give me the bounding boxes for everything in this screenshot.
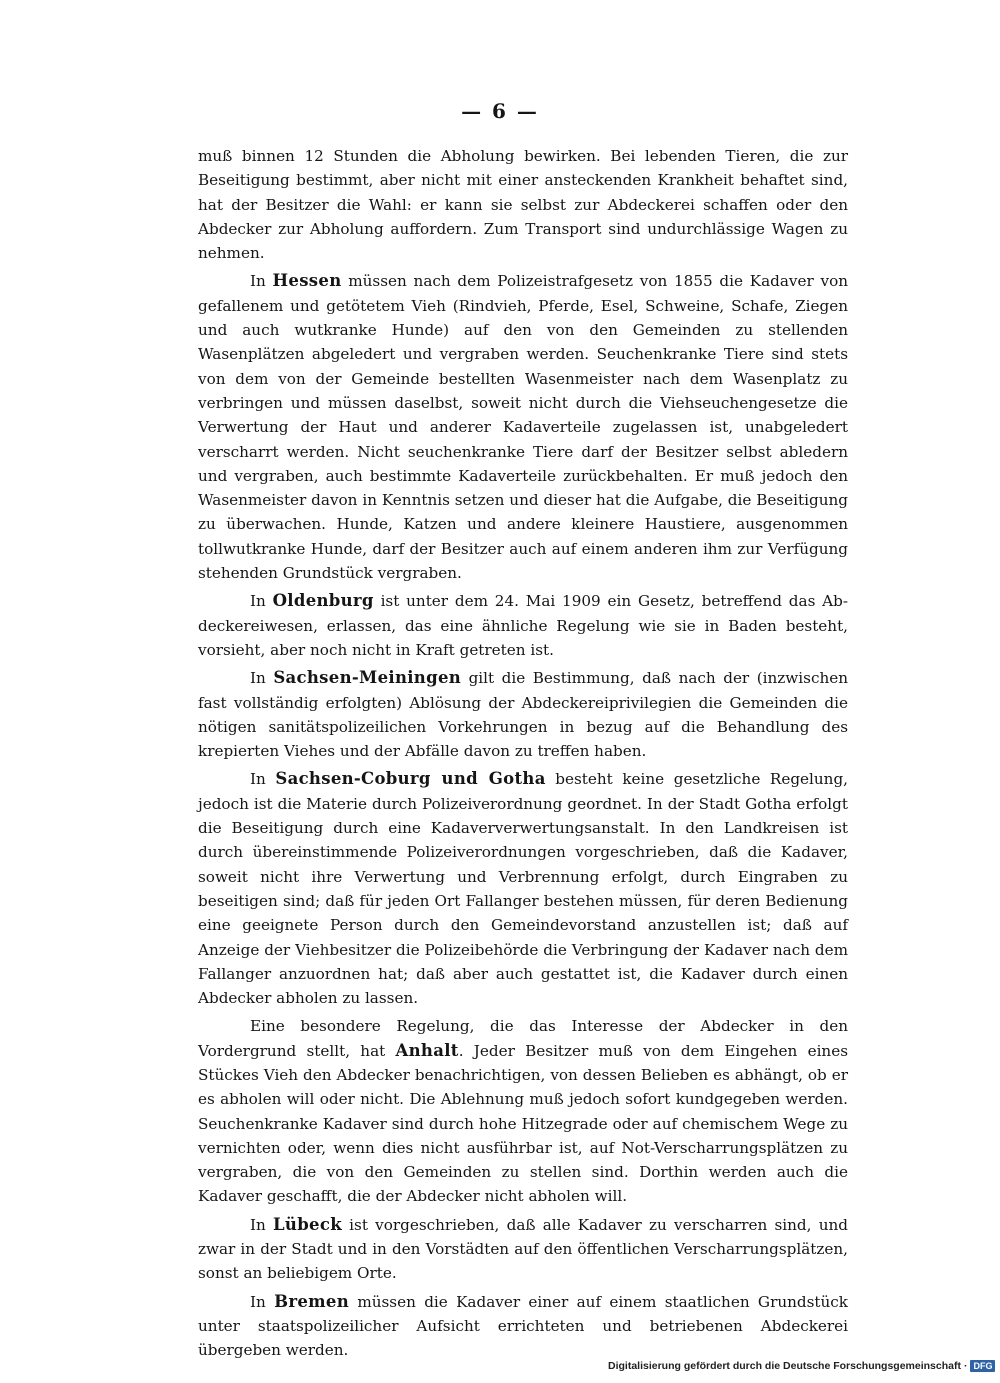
region-name: Hessen [272, 271, 342, 291]
paragraph [198, 767, 848, 1010]
region-name: Bremen [274, 1291, 349, 1311]
paragraph-text: gilt die Bestimmung, daß nach der (inzwischen fast vollständig erfolgten) Ablösung der Abdeckereiprivilegien die Gemeinden die nötigen sanitätspolizeilichen Vorkehrungen in bezug auf die Behandlung des krepierten Viehes und der Abfälle davon zu treffen haben. [198, 669, 849, 761]
paragraph-text: In [250, 770, 276, 789]
paragraph [198, 1213, 848, 1286]
paragraph-text: müssen die Kadaver einer auf einem staatlichen Grundstück unter staatspolizeilicher Aufsicht errichteten und betriebenen Abdeckerei übergeben werden. [198, 1292, 848, 1360]
paragraph [198, 666, 848, 763]
region-name: Lübeck [273, 1214, 342, 1234]
paragraph-text: ist unter dem 24. Mai 1909 ein Gesetz, betreffend das Abdeckereiwesen, erlassen, das eine ähnliche Regelung wie sie in Baden besteht, vorsieht, aber noch nicht in Kraft getreten ist. [198, 592, 849, 659]
paragraph-text: In [250, 592, 273, 611]
region-name: Sachsen-Coburg und Gotha [275, 769, 546, 789]
page-number: — 6 — [461, 99, 539, 123]
paragraph-text: In [250, 1292, 275, 1311]
paragraph-text: . Jeder Besitzer muß von dem Eingehen eines Stückes Vieh den Abdecker benachrichtigen, von dessen Belieben es abhängt, ob er es abholen will oder nicht. Die Ablehnung muß jedoch sofort kundgegeben werden. Seuchenkranke Kadaver sind durch hohe Hitzegrade oder auf chemischem Wege zu vernichten oder, wenn dies nicht ausführbar ist, auf Not-Verscharrungsplätzen zu vergraben, die von den Gemeinden zu stellen sind. Dorthin werden auch die Kadaver geschafft, die der Abdecker nicht abholen will. [198, 1041, 848, 1206]
paragraph-text: ist vorgeschrieben, daß alle Kadaver zu verscharren sind, und zwar in der Stadt und in den Vorstädten auf den öffentlichen Verscharrungsplätzen, sonst an beliebigem Orte. [198, 1215, 848, 1283]
paragraph-text: besteht keine gesetzliche Regelung, jedoch ist die Materie durch Polizeiverordnung geordnet. In der Stadt Gotha erfolgt die Beseitigung durch eine Kadaververwertungsanstalt. In den Landkreisen ist durch übereinstimmende Polizeiverordnungen vorgeschrieben, daß die Kadaver, soweit nicht ihre Verwertung und Verbrennung erfolgt, durch Eingraben zu beseitigen sind; daß für jeden Ort Fallanger bestehen müssen, für deren Bedienung eine geeignete Person durch den Gemeindevorstand anzustellen ist; daß auf Anzeige der Viehbesitzer die Polizeibehörde die Verbringung der Kadaver nach dem Fallanger anzuordnen hat; daß aber auch gestattet ist, die Kadaver durch einen Abdecker abholen zu lassen. [198, 770, 848, 1008]
credit-text: Digitalisierung gefördert durch die Deutsche Forschungsgemeinschaft [608, 1360, 961, 1372]
paragraph [198, 589, 848, 662]
paragraph-text: müssen nach dem Polizeistrafgesetz von 1855 die Kadaver von gefallenem und getötetem Vieh (Rindvieh, Pferde, Esel, Schweine, Schafe, Ziegen und auch wutkranke Hunde) auf den von den Gemeinden zu stellenden Wasenplätzen abgeledert und vergraben werden. Seuchenkranke Tiere sind stets von dem von der Gemeinde bestellten Wasenmeister nach dem Wasenplatz zu verbringen und müssen daselbst, soweit nicht durch die Viehseuchengesetze die Verwertung der Haut und anderer Kadaverteile zugelassen ist, unabgeledert verscharrt werden. Nicht seuchenkranke Tiere darf der Besitzer selbst abledern und vergraben, auch bestimmte Kadaverteile zurückbehalten. Er muß jedoch den Wasenmeister davon in Kenntnis setzen und dieser hat die Aufgabe, die Beseitigung zu überwachen. Hunde, Katzen und andere kleinere Haustiere, ausgenommen tollwutkranke Hunde, darf der Besitzer auch auf einem anderen ihm zur Verfügung stehenden Grundstück vergraben. [198, 272, 848, 583]
dfg-logo-icon: DFG [970, 1360, 995, 1372]
paragraph [198, 144, 848, 265]
paragraph-text: In [250, 1215, 274, 1234]
paragraph-text: Eine besondere Regelung, die das Interesse der Abdecker in den Vordergrund stellt, hat [198, 1017, 848, 1060]
credit-separator: · [963, 1360, 968, 1372]
region-name: Sachsen-Meiningen [273, 668, 462, 688]
region-name: Anhalt [395, 1040, 459, 1060]
digitization-credit [608, 1360, 995, 1372]
body-text [198, 144, 848, 1363]
paragraph [198, 1014, 848, 1208]
paragraph-text: In [250, 272, 273, 291]
paragraph-text: In [250, 669, 274, 688]
region-name: Oldenburg [272, 591, 374, 611]
paragraph [198, 269, 848, 585]
paragraph-text: muß binnen 12 Stunden die Abholung bewirken. Bei lebenden Tieren, die zur Beseitigung bestimmt, aber nicht mit einer ansteckenden Krankheit behaftet sind, hat der Besitzer die Wahl: er kann sie selbst zur Abdeckerei schaffen oder den Abdecker zur Abholung auffordern. Zum Transport sind undurchlässige Wagen zu nehmen. [198, 147, 848, 263]
paragraph [198, 1290, 848, 1363]
